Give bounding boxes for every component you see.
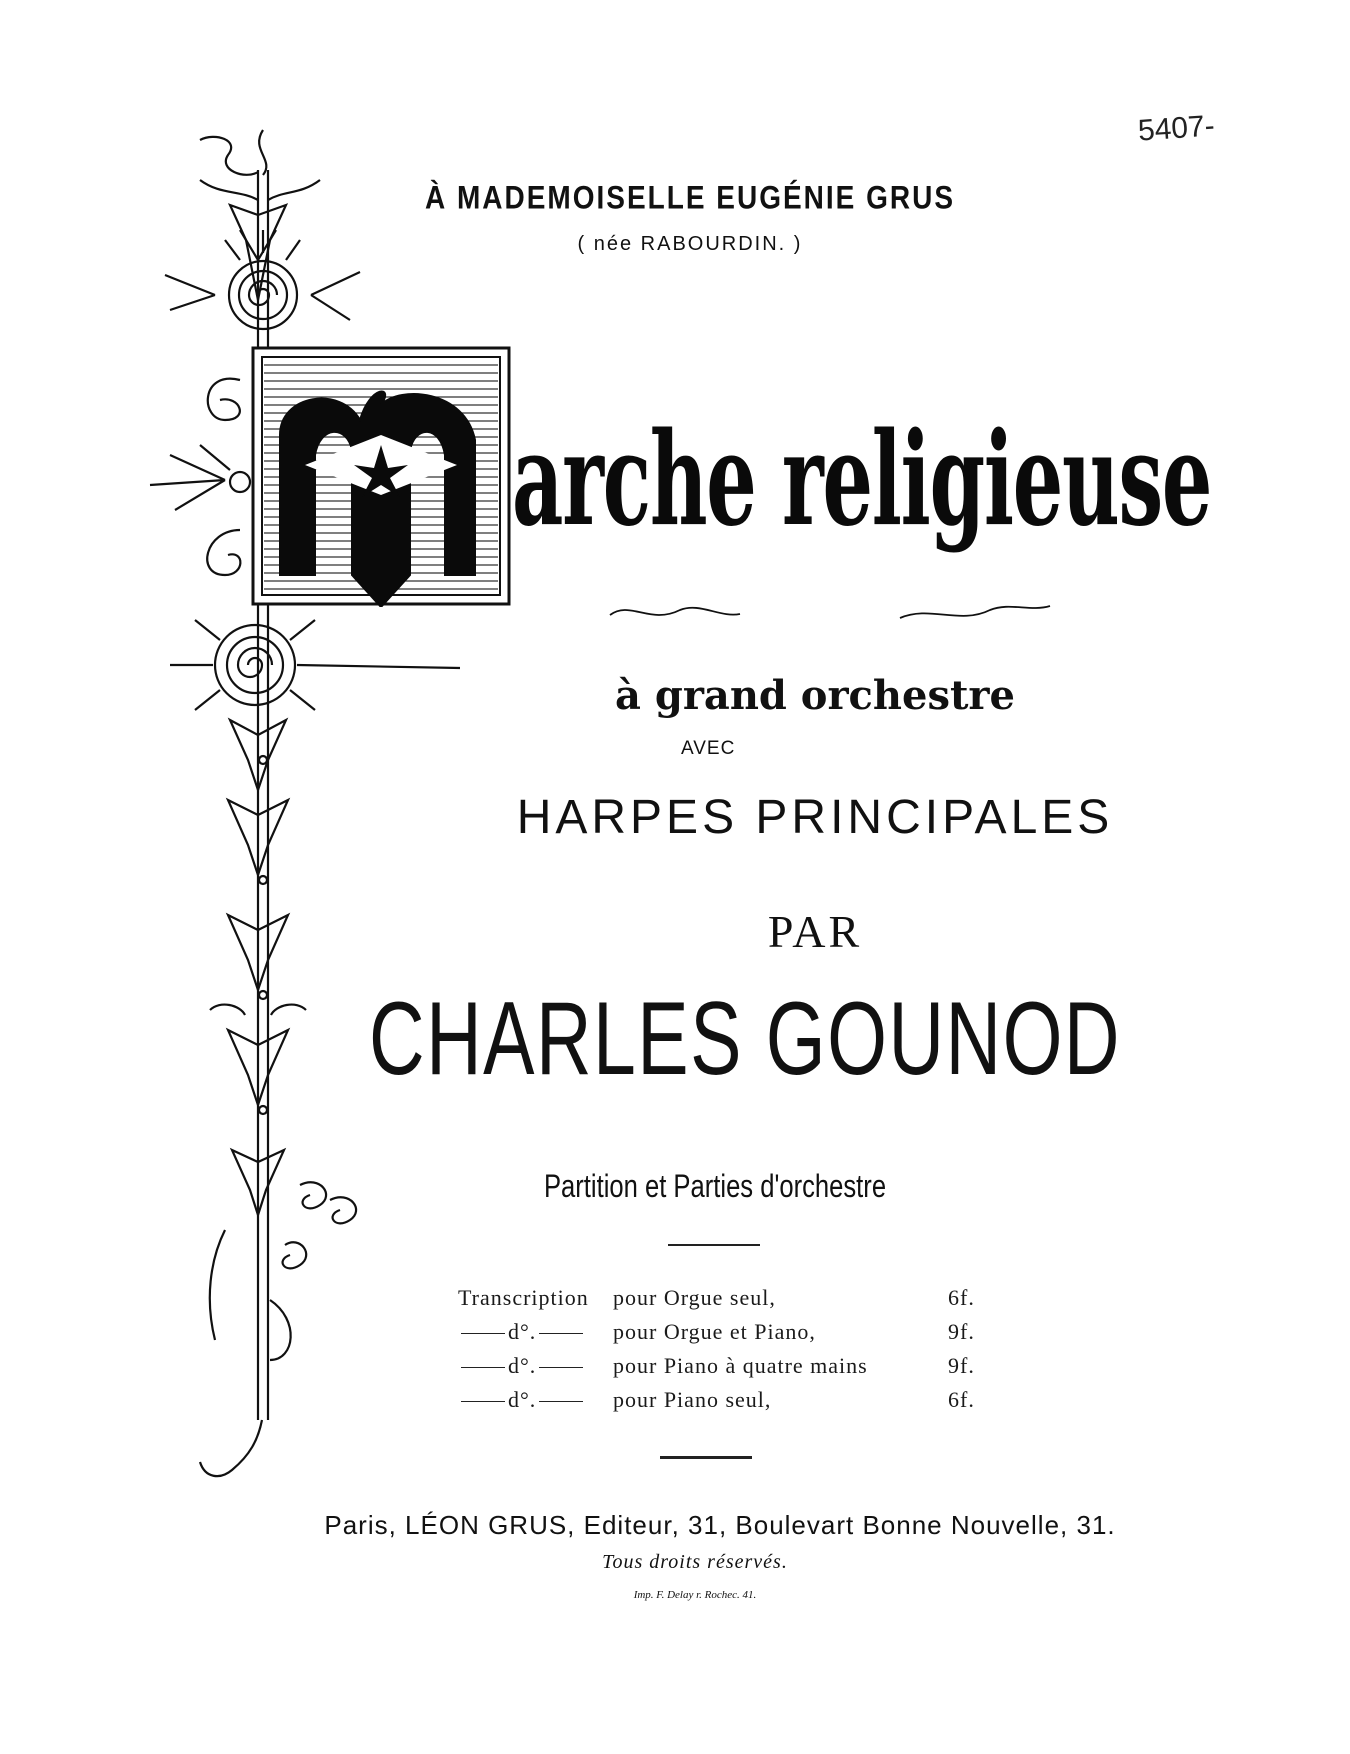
arrangement-price: 6f. [948,1285,975,1310]
arrangement-label: d°. [508,1353,537,1378]
title-text: arche religieuse [512,405,1212,555]
composer-name: CHARLES GOUNOD [369,981,1121,1097]
title-block [250,345,1212,615]
avec-label: AVEC [681,738,736,759]
divider-top [668,1244,760,1246]
arrangement-desc: pour Piano à quatre mains [613,1353,868,1378]
illuminated-initial-box [250,345,512,607]
arrangement-desc: pour Orgue seul, [613,1285,776,1310]
arrangement-desc: pour Orgue et Piano, [613,1319,816,1344]
rights-line: Tous droits réservés. [602,1551,788,1573]
publisher-line: Paris, LÉON GRUS, Editeur, 31, Boulevart Bonne Nouvelle, 31. [324,1510,1116,1540]
divider-bottom [660,1456,752,1459]
arrangement-price: 9f. [948,1319,975,1344]
arrangement-label-wrap [458,1387,598,1413]
arrangement-desc: pour Piano seul, [613,1387,772,1412]
dedication-line-1: À MADEMOISELLE EUGÉNIE GRUS [424,179,956,216]
arrangement-price: 6f. [948,1387,975,1412]
dedication-line-2: ( née RABOURDIN. ) [577,233,803,255]
par-label: PAR [767,906,863,957]
arrangement-label-wrap [458,1353,598,1379]
arrangement-label: d°. [508,1319,537,1344]
arrangement-label: d°. [508,1387,537,1412]
instrumentation: HARPES PRINCIPALES [516,791,1114,844]
subtitle: à grand orchestre [615,672,1015,719]
catalog-number: 5407- [1136,109,1216,148]
arrangement-label-wrap [458,1319,598,1345]
printer-line: Imp. F. Delay r. Rochec. 41. [633,1589,757,1601]
arrangement-label: Transcription [458,1285,589,1310]
partition-line: Partition et Parties d'orchestre [543,1168,887,1204]
arrangement-price: 9f. [948,1353,975,1378]
title-flourish [600,600,1080,630]
